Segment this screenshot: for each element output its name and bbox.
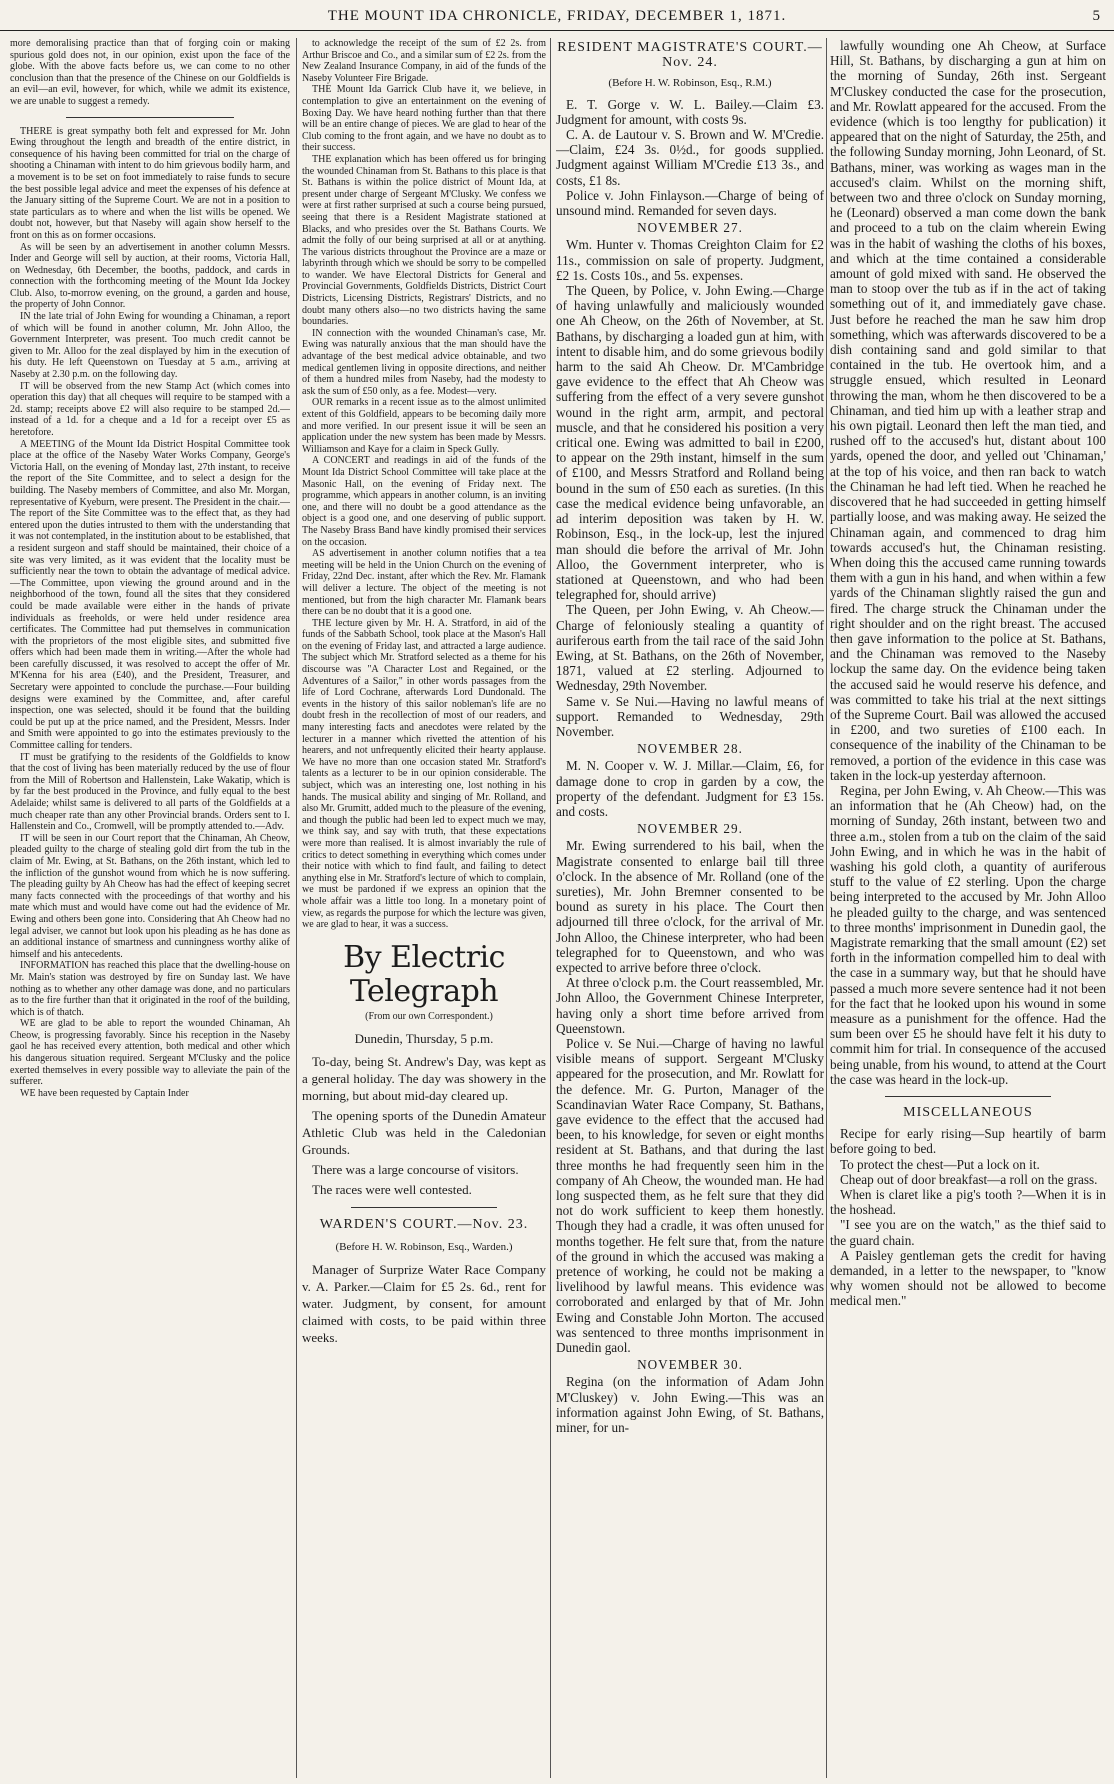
news-paragraph: IT will be observed from the new Stamp Act (which comes into operation this day) that all cheques will require to be stamped with a 2d. stamp; receipts above £2 will also require to be stamped 2d.—instead of a 1d. for a cheque and a 1d for a receipt over £5 as heretofore. <box>10 380 290 438</box>
column-2-paragraphs <box>302 38 546 931</box>
court-paragraph: Regina, per John Ewing, v. Ah Cheow.—This was an information that he (Ah Cheow) had, on the morning of Sunday, 26th instant, between two and three a.m., stolen from a tub on the claim of the said John Ewing, and in which he was in the habit of washing his gold cloth, a quantity of auriferous stuff to the value of £2 sterling. Upon the charge being interpreted to the accused by Mr. John Alloo he pleaded guilty to the charge, and was sentenced to three months' imprisonment in Dunedin gaol, the Magistrate remarking that the small amount (£2) set forth in the information compelled him to deal with the case in a summary way, but that he should have passed a much more severe sentence had it not been for the fact that he looked upon his wound in some measure as a punishment for the offence. Had the sum been over £5 he should have felt it his duty to commit him for trial. In consequence of the accused being unable, from his wound, to attend at the Court the case was heard in the lock-up. <box>830 782 1106 1087</box>
wardens-court-heading: WARDEN'S COURT.—Nov. 23. <box>319 1217 529 1233</box>
court-date-heading: NOVEMBER 29. <box>637 821 743 837</box>
news-paragraph: IT will be seen in our Court report that the Chinaman, Ah Cheow, pleaded guilty to the charge of stealing gold dirt from the tub in the claim of Mr. Ewing, at St. Bathans, on the 26th instant, which led to the infliction of the gunshot wound from which he is now suffering. The pleading guilty by Ah Cheow has had the effect of keeping secret many facts connected with the proceedings of that worthy and his mate which must and would have come out had the evidence of Mr. Ewing and others been gone into. Considering that Ah Cheow had no legal adviser, we cannot but look upon his pleading as he has done as an additional instance of smartness and cunningness worthy alike of himself and his antecedents. <box>10 832 290 960</box>
court-case: Police v. Se Nui.—Charge of having no lawful visible means of support. Sergeant M'Clusky appeared for the prosecution, and Mr. Rowlatt for the defence. Mr. G. Purton, Manager of the Scandinavian Water Race Company, St. Bathans, gave evidence to the effect that the accused had been, to his knowledge, for seven or eight months resident at St. Bathans, and that during the last three months he had frequently seen him in the company of Ah Cheow, the wounded man. He had long suspected them, as he felt sure that they did not do work sufficient to keep them honestly. Though they had a cradle, it was often unused for months together. He felt sure that, from the nature of the ground in which the accused was making a pretence of working, he could not be making a livelihood by lawful means. This evidence was corroborated and enlarged by that of Mr. John Ewing and Constable John Morton. The accused was sentenced to three months imprisonment in Dunedin gaol. <box>556 1036 824 1356</box>
news-paragraph: THE explanation which has been offered us for bringing the wounded Chinaman from St. Bathans to this place is that St. Bathans is within the police district of Mount Ida, at present under charge of Sergeant M'Clusky. We confess we were at first rather surprised at such a course being pursued, seeing that there is a Resident Magistrate stationed at Blacks, and who presides over the St. Bathans Courts. We admit the folly of our being surprised at all or at anything. The various districts throughout the Province are a maze or labyrinth through which we should be sorry to be compelled to wander. We have Electoral Districts for General and Provincial Governments, Goldfields Districts, District Court Districts, Licensing Districts, Registrars' Districts, and no doubt many others also—no two districts having the same boundaries. <box>302 153 546 328</box>
telegraph-paragraphs <box>302 1053 546 1198</box>
news-paragraph: THE Mount Ida Garrick Club have it, we believe, in contemplation to give an entertainment on the evening of Boxing Day. We have heard nothing further than that there will be an entire change of pieces. We are glad to hear of the Club coming to the front again, and we have no doubt as to their success. <box>302 84 546 154</box>
column-3 <box>556 38 824 1778</box>
masthead <box>0 0 1114 31</box>
news-paragraph: WE are glad to be able to report the wounded Chinaman, Ah Cheow, is progressing favorably. Since his reception in the Naseby gaol he has received every attention, both medical and other which his dangerous situation required. Sergeant M'Clusky and the police exerted themselves in every possible way to alleviate the pain of the sufferer. <box>10 1018 290 1088</box>
court-date-heading: NOVEMBER 28. <box>637 741 743 757</box>
wardens-court-subheading: (Before H. W. Robinson, Esq., Warden.) <box>335 1241 513 1254</box>
column-4-paragraphs <box>830 38 1106 1087</box>
news-paragraph: IN the late trial of John Ewing for wounding a Chinaman, a report of which will be found in another column, Mr. John Alloo, the Government Interpreter, was present. Too much credit cannot be given to Mr. Alloo for the zeal displayed by him in the execution of his duty. He left Queenstown on Tuesday at 5 a.m., arriving at Naseby at 2.30 p.m. on the following day. <box>10 311 290 381</box>
court-case: Regina (on the information of Adam John M'Cluskey) v. John Ewing.—This was an information against John Ewing, of St. Bathans, miner, for un- <box>556 1374 824 1436</box>
news-paragraph: INFORMATION has reached this place that the dwelling-house on Mr. Main's station was destroyed by fire on Sunday last. We have nothing as to whether any other damage was done, and no particulars as to the fire further than that it originated in the roof of the building, which is of thatch. <box>10 960 290 1018</box>
news-paragraph: THE lecture given by Mr. H. A. Stratford, in aid of the funds of the Sabbath School, took place at the Mason's Hall on the evening of Friday last, and attracted a large audience. The subject which Mr. Stratford selected as a theme for his discourse was "A Character Lost and Regained, or the Adventures of a Sailor," in other words passages from the life of Lord Cochrane, afterwards Lord Dundonald. The events in the history of this sailor nobleman's life are no doubt fresh in the recollection of most of our readers, and many interesting facts and anecdotes were related by the lecturer in a manner which rivetted the attention of his hearers, and not unfrequently elicited their hearty applause. We have no more than one occasion stated Mr. Stratford's talents as a lecturer to be in our opinion considerable. The subject, which was an interesting one, lost nothing in his hands. The musical ability and singing of Mr. Rolland, and also Mr. Grumitt, added much to the pleasure of the evening, and though the public had been led to expect much we may, we think say, and say with truth, that these expectations were more than realised. It is almost invariably the rule of critics to detect something in everything which comes under their notice with which to find fault, and failing to detect anything else in Mr. Stratford's lecture of which to complain, we must be pardoned if we express an opinion that the whole affair was a little too long. In a monetary point of view, as regards the purpose for which the lecture was given, we are glad to hear, it was a success. <box>302 617 546 931</box>
news-paragraph: As will be seen by an advertisement in another column Messrs. Inder and George will sell by auction, at their rooms, Victoria Hall, on Wednesday, 6th December, the booths, paddock, and cards in connection with the forthcoming meeting of the Mount Ida Jockey Club. Also, to-morrow evening, on the ground, a garden and house, the property of John Connor. <box>10 241 290 311</box>
masthead-title: THE MOUNT IDA CHRONICLE, FRIDAY, DECEMBER 1, 1871. <box>327 8 787 24</box>
page-number: 5 <box>1092 8 1100 24</box>
telegraph-dateline: Dunedin, Thursday, 5 p.m. <box>354 1031 494 1047</box>
court-date-heading: NOVEMBER 30. <box>637 1357 743 1373</box>
column-1-paragraphs <box>10 126 290 1100</box>
court-paragraph: lawfully wounding one Ah Cheow, at Surface Hill, St. Bathans, by discharging a gun at him on the morning of Sunday, 26th inst. Sergeant M'Cluskey conducted the case for the prosecution, and Mr. Rowlatt appeared for the accused. From the evidence (which is too lengthy for publication) it appeared that on the night of Saturday, the 25th, and the following Sunday morning, John Leonard, of St. Bathans, miner, was working as wages man in the accused's claim. Whilst on the morning shift, between two and three o'clock on Sunday morning, he (Leonard) observed a man come down the bank and proceed to a tub on the claim wherein Ewing was in the habit of washing the cloths of his boxes, and which at the time contained a considerable amount of gold mixed with sand. He observed the man to stoop over the tub as if in the act of taking something out of it, and immediately gave chase. Just before he reached the man he saw him drop something, which was afterwards discovered to be a dish containing sand and gold similar to that contained in the tub. He overtook him, and a struggle ensued, which resulted in Leonard throwing the man, whom he then discovered to be a Chinaman, and tied him up with a leather strap and his own pigtail. Leonard then left the man tied, and rushed off to the accused's hut, distant about 100 yards, opened the door, and yelled out 'Chinaman,' at the top of his voice, and then ran back to watch the Chinaman he had left tied. When he reached he discovered that he had succeeded in getting himself partially loose, and was making away. He seized the Chinaman again, and commenced to drag him towards accused's hut, the Chinaman resisting. When doing this the accused came running towards them with a gun in his hand, and when within a few yards of the Chinaman slightly raised the gun and fired. The charge struck the Chinaman under the right shoulder and on the right breast. The accused then gave information to the police at St. Bathans, and the Chinaman was removed to the Naseby lockup the same day. On the evidence being taken the accused said he would reserve his defence, and was committed to take his trial at the next sittings of the Supreme Court. Bail was allowed the accused in £200, and two sureties of £100 each. In consequence of the inability of the Chinaman to be removed, a portion of the evidence in this case was taken in the lock-up yesterday afternoon. <box>830 38 1106 783</box>
magistrates-court-cases <box>556 97 824 1436</box>
miscellaneous-items <box>830 1126 1106 1308</box>
news-paragraph: AS advertisement in another column notifies that a tea meeting will be held in the Union Church on the evening of Friday, 22nd Dec. instant, after which the Rev. Mr. Flamank will deliver a lecture. The object of the meeting is not mentioned, but from the high character Mr. Flamank bears there can be no doubt that it is a good one. <box>302 548 546 618</box>
court-case: The Queen, per John Ewing, v. Ah Cheow.—Charge of feloniously stealing a quantity of auriferous earth from the tail race of the said John Ewing, at St. Bathans, on the 26th of November, 1871, valued at £2 sterling. Adjourned to Wednesday, 29th November. <box>556 602 824 694</box>
court-case: Same v. Se Nui.—Having no lawful means of support. Remanded to Wednesday, 29th November. <box>556 693 824 739</box>
miscellaneous-item: To protect the chest—Put a lock on it. <box>840 1156 1040 1172</box>
news-paragraph: to acknowledge the receipt of the sum of £2 2s. from Arthur Briscoe and Co., and a similar sum of £2 2s. from the New Zealand Insurance Company, in aid of the funds of the Naseby Volunteer Fire Brigade. <box>302 38 546 84</box>
column-rule <box>550 38 551 1778</box>
miscellaneous-item: Cheap out of door breakfast—a roll on the grass. <box>840 1171 1098 1187</box>
court-case: M. N. Cooper v. W. J. Millar.—Claim, £6, for damage done to crop in garden by a cow, the property of the defendant. Judgment for £3 15s. and costs. <box>556 758 824 819</box>
telegraph-paragraph: To-day, being St. Andrew's Day, was kept as a general holiday. The day was showery in the morning, but about mid-day cleared up. <box>302 1054 546 1104</box>
court-case: Mr. Ewing surrendered to his bail, when the Magistrate consented to enlarge bail till three o'clock. In the absence of Mr. Rolland (one of the sureties), Mr. John Bremner consented to be bound as surety in his place. The Court then adjourned till three o'clock, for the arrival of Mr. John Alloo, the Chinese interpreter, who had been telegraphed for to Queenstown, and who was expected to arrive before three o'clock. <box>556 838 824 975</box>
news-paragraph: OUR remarks in a recent issue as to the almost unlimited extent of this Goldfield, appears to be becoming daily more and more verified. In our present issue it will be seen an application under the new system has been made by Messrs. Williamson and Kaye for a claim in Speck Gully. <box>302 397 546 455</box>
section-divider <box>66 117 234 118</box>
telegraph-heading: By Electric Telegraph <box>343 939 505 1009</box>
telegraph-subheading: (From our own Correspondent.) <box>365 1010 493 1022</box>
telegraph-paragraph: The opening sports of the Dunedin Amateur Athletic Club was held in the Caledonian Grounds. <box>302 1108 546 1158</box>
miscellaneous-item: Recipe for early rising—Sup heartily of barm before going to bed. <box>830 1126 1106 1157</box>
column-2 <box>302 38 546 1778</box>
news-paragraph: A MEETING of the Mount Ida District Hospital Committee took place at the office of the Naseby Water Works Company, George's Victoria Hall, on the evening of Monday last, 27th instant, to receive the report of the Site Committee, and to select a design for the building. The Naseby members of Committee, and also Mr. Morgan, representative of Kyeburn, were present. The President in the chair.—The report of the Site Committee was to the effect that, as they had entered upon the duties intrusted to them with the understanding that it was not contemplated, in the institution about to be established, that a resident surgeon and staff should be maintained, their choice of a site was very limited, as it was evident that the locality must be sufficiently near the town to obtain the advantage of medical advice.—The Committee, upon viewing the ground around and in the neighborhood of the town, found all the sites that they considered could be made available were either in the hands of private individuals as freeholds, or were held under residence area certificates. The Committee had put themselves in communication with the proprietors of the most eligible sites, and submitted five offers which had been made them in writing.—After the whole had been carefully discussed, it was resolved to accept the offer of Mr. M'Kenna for his area (£40), and the President, Treasurer, and Secretary were appointed to conclude the purchase.—Four building designs were examined by the Committee, and, after careful inspection, one was selected, should it be found that the building could be put up at the price named, and the President, Messrs. Inder and Smith were appointed to go into the estimates previously to the Committee calling for tenders. <box>10 438 290 752</box>
telegraph-paragraph: The races were well contested. <box>312 1182 472 1198</box>
section-divider <box>351 1207 497 1208</box>
telegraph-section <box>302 1030 546 1346</box>
court-date-heading: NOVEMBER 27. <box>637 220 743 236</box>
court-case: E. T. Gorge v. W. L. Bailey.—Claim £3. Judgment for amount, with costs 9s. <box>556 96 824 127</box>
news-paragraph: IT must be gratifying to the residents of the Goldfields to know that the cost of living has been materially reduced by the use of flour from the Mill of Robertson and Hallenstein, Lake Wakatip, which is by far the best produced in the Province, and fully equal to the best Adelaide; whilst same is delivered to all parts of the Goldfields at a much cheaper rate than any other Provincial brands. Orders sent to I. Hallenstein and Co., Cromwell, will be promptly attended to.—Adv. <box>10 751 290 833</box>
magistrates-court-heading: RESIDENT MAGISTRATE'S COURT.—Nov. 24. <box>557 40 823 71</box>
news-paragraph: THERE is great sympathy both felt and expressed for Mr. John Ewing throughout the length and breadth of the entire district, in consequence of his having been committed for trial on the charge of shooting a Chinaman with intent to do him grievous bodily harm, and a movement is to be set on foot immediately to raise funds to secure the best possible legal advice and meet the expenses of his defence at the January sitting of the Supreme Court. We are not in a position to state particulars as to where and when the list wills be opened. We doubt not, however, but that Naseby will again show herself to the front on this as on former occasions. <box>10 125 290 241</box>
magistrates-court-subheading: (Before H. W. Robinson, Esq., R.M.) <box>608 77 772 90</box>
column-4 <box>830 38 1106 1778</box>
miscellaneous-item: "I see you are on the watch," as the thief said to the guard chain. <box>830 1217 1106 1248</box>
court-case: Wm. Hunter v. Thomas Creighton Claim for £2 11s., commission on sale of property. Judgment, £2 1s. Costs 10s., and 5s. expenses. <box>556 237 824 283</box>
news-paragraph: A CONCERT and readings in aid of the funds of the Mount Ida District School Committee will take place at the Masonic Hall, on the evening of Friday next. The programme, which appears in another column, is an inviting one, and there will no doubt be a good attendance as the object is a good one, and one deserving of public support. The Naseby Brass Band have kindly promised their services on the occasion. <box>302 455 546 548</box>
court-case: C. A. de Lautour v. S. Brown and W. M'Credie.—Claim, £24 3s. 0½d., for goods supplied. Judgment against William M'Credie £13 3s., and costs, £1 8s. <box>556 127 824 188</box>
court-case: The Queen, by Police, v. John Ewing.—Charge of having unlawfully and maliciously wounded one Ah Cheow, on the 26th of November, at St. Bathans, by discharging a loaded gun at him, with intent to disable him, and do some grievous bodily harm to the said Ah Cheow. Dr. M'Cambridge gave evidence to the effect that Ah Cheow was suffering from the effect of a very severe gunshot wound in the right arm, armpit, and pectoral muscle, and that he considered his position a very critical one. Ewing was admitted to bail in £200, to appear on the 29th instant, himself in the sum of £100, and Messrs Stratford and Rolland being bound in the sum of £50 each as sureties. (In this case the medical evidence being unfavorable, an ad interim deposition was taken by H. W. Robinson, Esq., in the lock-up, lest the injured man should die before the arrival of Mr. John Alloo, the Government interpreter, who is stationed at Queenstown, and who had been telegraphed for, should arrive) <box>556 283 824 603</box>
miscellaneous-item: A Paisley gentleman gets the credit for having demanded, in a letter to the newspaper, to "know why women should not be allowed to become medical men." <box>830 1247 1106 1309</box>
court-case: Police v. John Finlayson.—Charge of being of unsound mind. Remanded for seven days. <box>556 187 824 219</box>
telegraph-paragraph: There was a large concourse of visitors. <box>312 1162 519 1178</box>
column-rule <box>826 38 827 1778</box>
court-case: At three o'clock p.m. the Court reassembled, Mr. John Alloo, the Government Chinese Interpreter, having only a short time before arrived from Queenstown. <box>556 975 824 1036</box>
column-1-intro: more demoralising practice than that of forging coin or making spurious gold does not, in our opinion, exist upon the face of the globe. With the above facts before us, we can come to no other conclusion than that the presence of the Chinese on our Goldfields is an evil—an evil, however, for which, while we admit its existence, we are unable to suggest a remedy. <box>10 38 290 107</box>
column-rule <box>296 38 297 1778</box>
news-paragraph: WE have been requested by Captain Inder <box>20 1087 189 1099</box>
wardens-court-text: Manager of Surprize Water Race Company v. A. Parker.—Claim for £5 2s. 6d., rent for water. Judgment, by consent, for amount claimed with costs, to be paid within three weeks. <box>302 1262 546 1346</box>
miscellaneous-heading: MISCELLANEOUS <box>903 1105 1033 1121</box>
news-paragraph: IN connection with the wounded Chinaman's case, Mr. Ewing was naturally anxious that the man should have the advantage of the best medical advice obtainable, and two medical gentlemen living in opposite directions, and neither of them a hundred miles from Naseby, had the modesty to ask the sum of £50 only, as a fee. Modest—very. <box>302 327 546 397</box>
section-divider <box>885 1096 1051 1097</box>
miscellaneous-item: When is claret like a pig's tooth ?—When it is in the hoshead. <box>830 1187 1106 1218</box>
column-1 <box>10 38 290 1778</box>
